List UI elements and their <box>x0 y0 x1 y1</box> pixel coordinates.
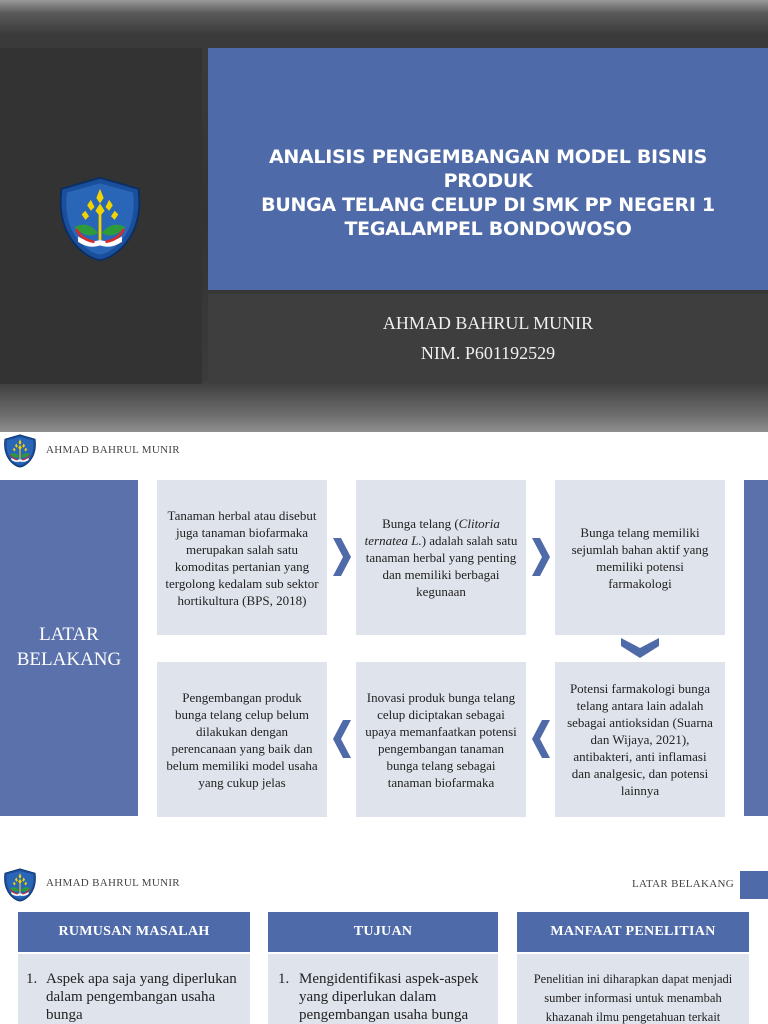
author-name: AHMAD BAHRUL MUNIR <box>382 313 594 333</box>
list-item-text: Mengidentifikasi aspek-aspek yang diperlukan dalam pengembangan usaha bunga <box>299 971 479 1023</box>
header-author-name: AHMAD BAHRUL MUNIR <box>46 444 180 456</box>
section-label <box>0 622 138 672</box>
flow-card-2 <box>356 480 526 635</box>
section-label-line: BELAKANG <box>16 649 122 670</box>
card-text: ) adalah salah satu tanaman herbal yang penting dan memiliki berbagai kegunaan <box>365 533 518 599</box>
list-number: 1. <box>278 971 290 987</box>
section-label-line: LATAR <box>39 624 99 645</box>
column-title-rumusan: RUMUSAN MASALAH <box>18 912 250 952</box>
paragraph-text: Penelitian ini diharapkan dapat menjadi sumber informasi untuk menambah khazanah ilmu pengetahuan terkait <box>533 972 733 1024</box>
card-text: Bunga telang ( <box>382 516 459 531</box>
header-accent-block <box>740 871 768 899</box>
author-block <box>208 308 768 368</box>
flow-card-3: Bunga telang memiliki sejumlah bahan aktif yang memiliki potensi farmakologi <box>555 480 725 635</box>
column-title-manfaat: MANFAAT PENELITIAN <box>517 912 749 952</box>
chevron-down-icon <box>621 638 659 658</box>
flow-card-1: Tanaman herbal atau disebut juga tanaman biofarmaka merupakan salah satu komoditas pertanian yang tergolong kedalam sub sektor hortikultura (BPS, 2018) <box>157 480 327 635</box>
header-section-label: LATAR BELAKANG <box>632 878 735 890</box>
chevron-left-icon <box>532 720 550 758</box>
right-accent-bar <box>744 480 768 816</box>
column-body-rumusan <box>18 954 250 1024</box>
background-slide <box>0 432 768 836</box>
flow-card-6: Pengembangan produk bunga telang celup belum dilakukan dengan perencanaan yang baik dan belum memiliki model usaha yang cukup jelas <box>157 662 327 817</box>
university-logo-icon <box>54 176 146 262</box>
header-author-name: AHMAD BAHRUL MUNIR <box>46 877 180 889</box>
title-line: ANALISIS PENGEMBANGAN MODEL BISNIS PRODUK <box>269 146 707 192</box>
list-number: 1. <box>26 971 38 987</box>
column-body-manfaat <box>517 954 749 1024</box>
title-line: TEGALAMPEL BONDOWOSO <box>344 218 632 240</box>
university-logo-icon <box>2 434 38 468</box>
chevron-right-icon <box>333 538 351 576</box>
problem-slide <box>0 866 768 1024</box>
scientific-name: Clitoria ternatea L. <box>364 516 500 548</box>
presentation-title <box>226 145 750 241</box>
column-title-tujuan: TUJUAN <box>268 912 498 952</box>
chevron-left-icon <box>333 720 351 758</box>
title-slide <box>0 0 768 432</box>
chevron-right-icon <box>532 538 550 576</box>
author-nim: NIM. P601192529 <box>420 343 556 363</box>
flow-card-4: Potensi farmakologi bunga telang antara lain adalah sebagai antioksidan (Suarna dan Wijaya, 2021), antibakteri, anti inflamasi dan analgesic, dan potensi lainnya <box>555 662 725 817</box>
column-body-tujuan <box>268 954 498 1024</box>
flow-card-5: Inovasi produk bunga telang celup diciptakan sebagai upaya memanfaatkan potensi pengembangan tanaman bunga telang sebagai tanaman biofarmaka <box>356 662 526 817</box>
university-logo-icon <box>2 868 38 902</box>
list-item-text: Aspek apa saja yang diperlukan dalam pengembangan usaha bunga <box>46 971 237 1023</box>
title-line: BUNGA TELANG CELUP DI SMK PP NEGERI 1 <box>261 194 715 216</box>
